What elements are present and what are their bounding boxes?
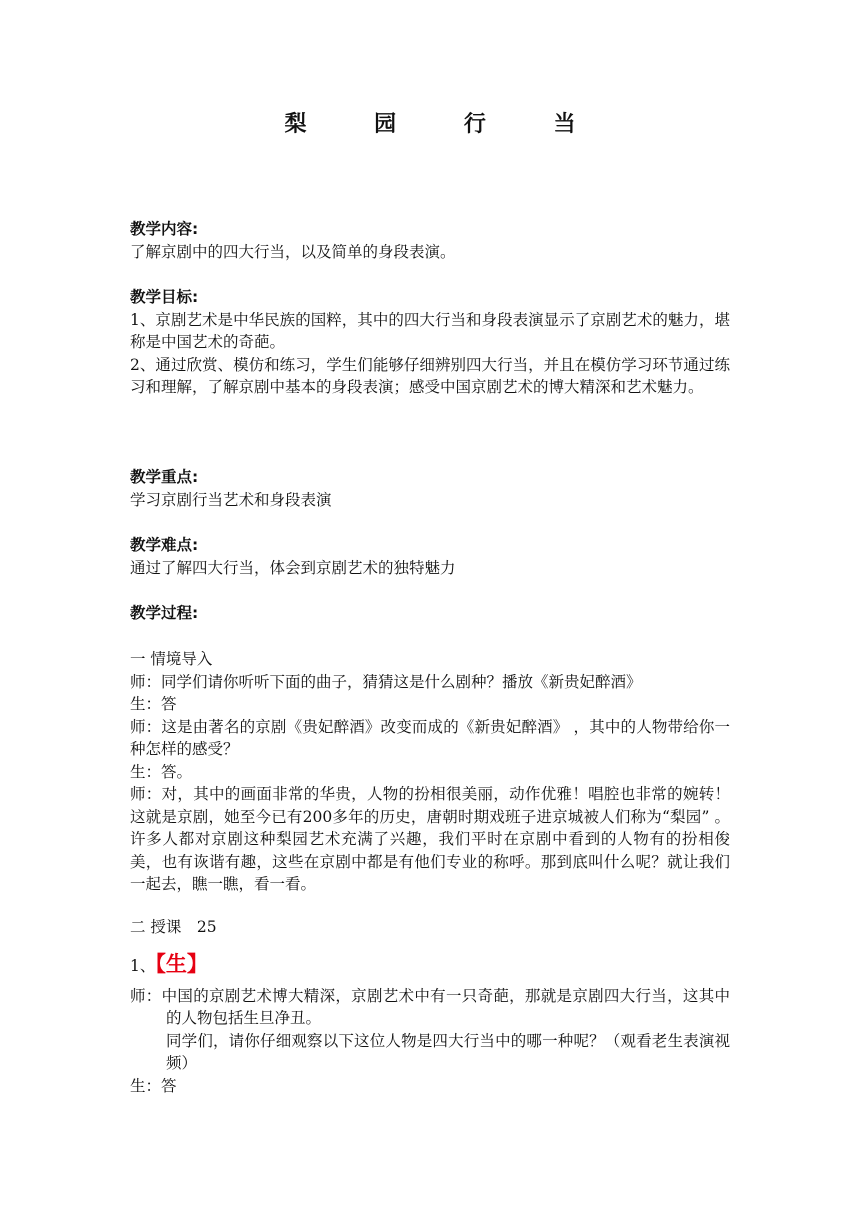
section-intro xyxy=(130,648,730,896)
item-heading xyxy=(130,949,730,981)
goal-item-1: 1、京剧艺术是中华民族的国粹，其中的四大行当和身段表演显示了京剧艺术的魅力，堪称是中国艺术的奇葩。 xyxy=(130,310,730,351)
difficulty-heading: 教学难点: xyxy=(130,536,199,554)
key-section xyxy=(130,466,730,511)
content-text: 了解京剧中的四大行当，以及简单的身段表演。 xyxy=(130,242,456,261)
content-heading: 教学内容: xyxy=(130,220,199,238)
goal-item-2: 2、通过欣赏、模仿和练习，学生们能够仔细辨别四大行当，并且在模仿学习环节通过练习和理解，了解京剧中基本的身段表演；感受中国京剧艺术的博大精深和艺术魅力。 xyxy=(130,355,730,396)
student-line: 生：答 xyxy=(130,1076,177,1095)
teacher-line-2: 同学们，请你仔细观察以下这位人物是四大行当中的哪一种呢？（观看老生表演视频） xyxy=(166,1031,730,1072)
item-number: 1、 xyxy=(130,956,156,975)
goals-heading: 教学目标: xyxy=(130,288,199,306)
difficulty-section xyxy=(130,534,730,579)
dialogue-line-3: 师：这是由著名的京剧《贵妃醉酒》改变而成的《新贵妃醉酒》 ，其中的人物带给你一种怎样的感受？ xyxy=(130,717,730,758)
item-label: 【生】 xyxy=(155,951,208,976)
key-text: 学习京剧行当艺术和身段表演 xyxy=(130,490,332,509)
content-section xyxy=(130,218,730,263)
dialogue-line-4: 生：答。 xyxy=(130,762,193,781)
process-heading: 教学过程: xyxy=(130,604,199,622)
section2-title: 二 授课 25 xyxy=(130,918,217,936)
goals-section xyxy=(130,286,730,399)
section1-title: 一 情境导入 xyxy=(130,650,213,668)
difficulty-text: 通过了解四大行当，体会到京剧艺术的独特魅力 xyxy=(130,558,456,577)
key-heading: 教学重点: xyxy=(130,468,199,486)
dialogue-line-5: 师：对，其中的画面非常的华贵，人物的扮相很美丽，动作优雅！唱腔也非常的婉转！这就是京剧，她至今已有200多年的历史，唐朝时期戏班子进京城被人们称为“梨园” 。 许多人都对京剧这种梨园艺术充满了兴趣，我们平时在京剧中看到的人物有的扮相俊美，也有诙谐有趣，这些在京剧中都是有他们专业的称呼。那到底叫什么呢？就让我们一起去，瞧一瞧，看一看。 xyxy=(130,785,730,893)
section-teaching xyxy=(130,916,730,1097)
document-title: 梨 园 行 当 xyxy=(284,112,606,137)
teacher-line: 师：中国的京剧艺术博大精深，京剧艺术中有一只奇葩，那就是京剧四大行当，这其中的人物包括生旦净丑。 xyxy=(130,986,730,1027)
dialogue-line-2: 生：答 xyxy=(130,695,177,713)
dialogue-line-1: 师：同学们请你听听下面的曲子，猜猜这是什么剧种？播放《新贵妃醉酒》 xyxy=(130,672,642,691)
process-heading-block xyxy=(130,602,730,625)
